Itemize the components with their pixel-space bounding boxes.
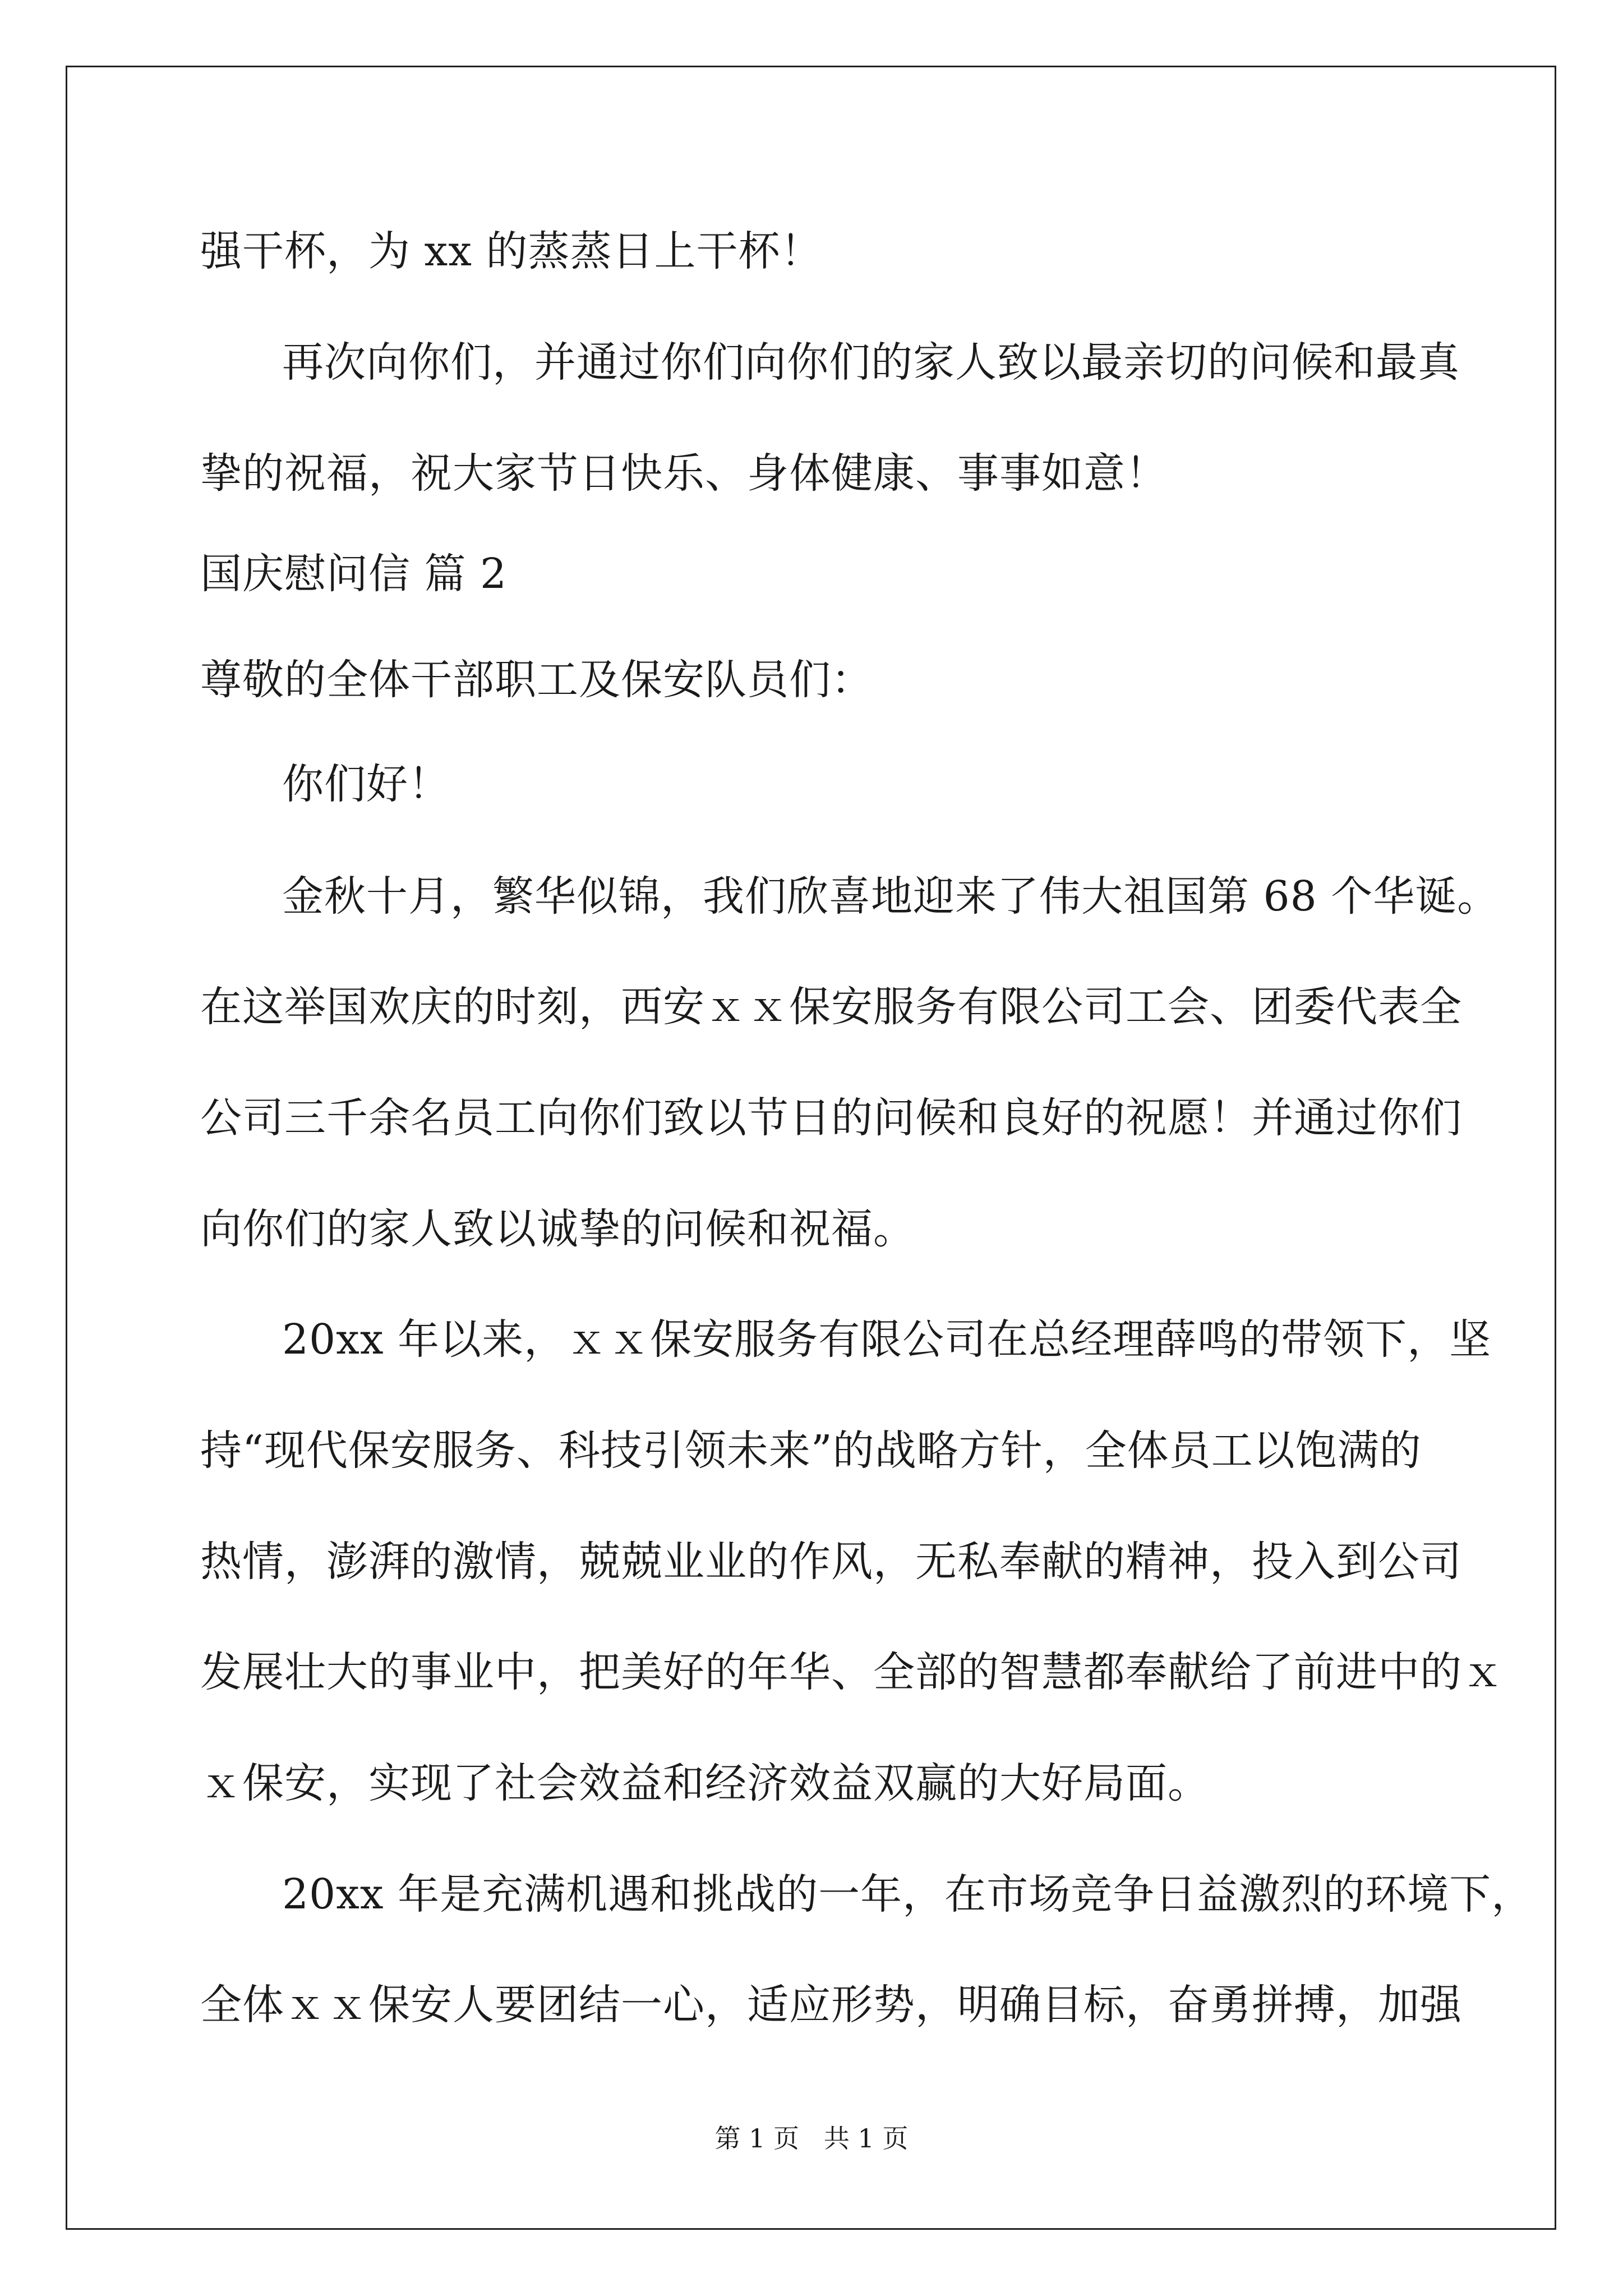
page-number-footer: 第 1 页 共 1 页 xyxy=(714,2123,909,2154)
text-line: 发展壮大的事业中，把美好的年华、全部的智慧都奉献给了前进中的ｘ xyxy=(200,1648,1504,1696)
text-line: 向你们的家人致以诚挚的问候和祝福。 xyxy=(200,1205,915,1253)
text-line: 持“现代保安服务、科技引领未来”的战略方针，全体员工以饱满的 xyxy=(200,1427,1422,1475)
text-line: 全体ｘｘ保安人要团结一心，适应形势，明确目标，奋勇拼搏，加强 xyxy=(200,1981,1462,2029)
text-line: 挚的祝福，祝大家节日快乐、身体健康、事事如意！ xyxy=(200,449,1168,498)
section-heading: 国庆慰问信 篇 2 xyxy=(200,550,508,598)
text-line: 热情，澎湃的激情，兢兢业业的作风，无私奉献的精神，投入到公司 xyxy=(200,1538,1462,1586)
text-line: 金秋十月，繁华似锦，我们欣喜地迎来了伟大祖国第 68 个华诞。 xyxy=(282,872,1500,921)
text-line: 20xx 年以来，ｘｘ保安服务有限公司在总经理薛鸣的带领下，坚 xyxy=(282,1315,1492,1364)
text-line: 在这举国欢庆的时刻，西安ｘｘ保安服务有限公司工会、团委代表全 xyxy=(200,983,1462,1031)
salutation: 尊敬的全体干部职工及保安队员们： xyxy=(200,656,873,704)
greeting: 你们好！ xyxy=(282,760,450,808)
text-line: 再次向你们，并通过你们向你们的家人致以最亲切的问候和最真 xyxy=(282,338,1460,386)
text-line: ｘ保安，实现了社会效益和经济效益双赢的大好局面。 xyxy=(200,1759,1210,1807)
text-line: 公司三千余名员工向你们致以节日的问候和良好的祝愿！并通过你们 xyxy=(200,1094,1462,1142)
text-line: 强干杯，为 xx 的蒸蒸日上干杯！ xyxy=(200,227,823,275)
text-line: 20xx 年是充满机遇和挑战的一年，在市场竞争日益激烈的环境下， xyxy=(282,1870,1534,1918)
